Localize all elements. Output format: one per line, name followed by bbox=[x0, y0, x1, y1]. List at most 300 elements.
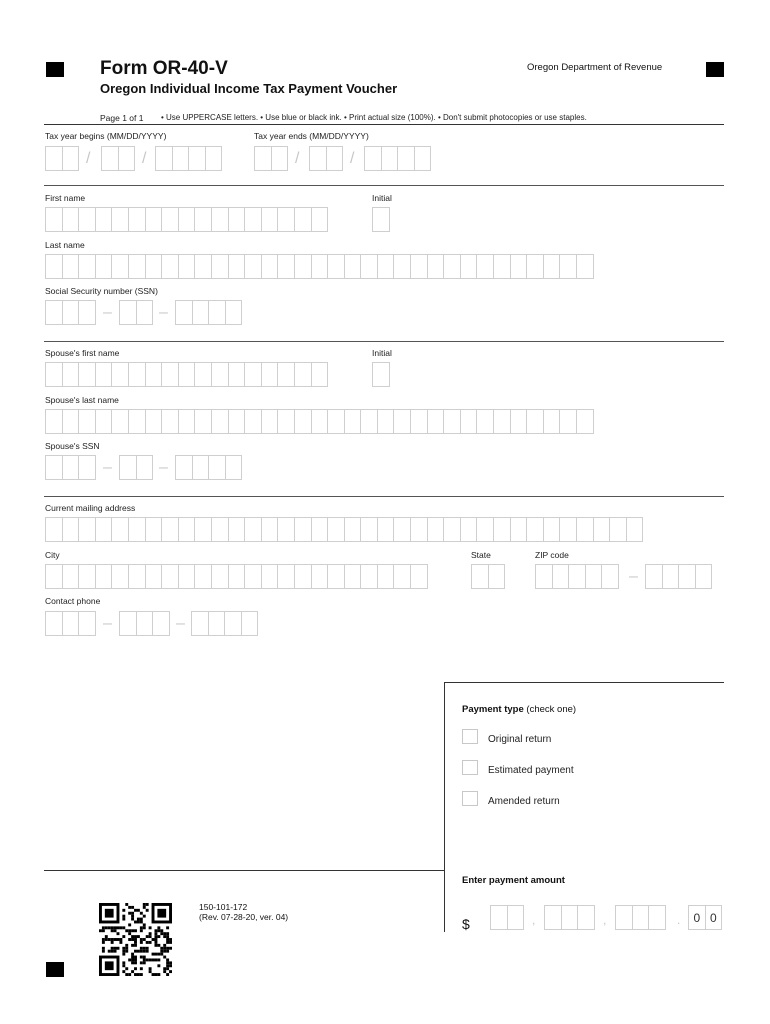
stub-divider bbox=[44, 870, 444, 871]
state-field[interactable] bbox=[471, 564, 504, 589]
character-cell[interactable] bbox=[211, 564, 229, 589]
city-label: City bbox=[45, 550, 60, 560]
phone-area-code[interactable] bbox=[45, 611, 95, 636]
character-cell[interactable] bbox=[526, 254, 544, 279]
registration-mark-bottom-left bbox=[46, 962, 64, 977]
character-cell[interactable] bbox=[45, 362, 63, 387]
character-cell[interactable] bbox=[427, 517, 445, 542]
character-cell[interactable] bbox=[45, 611, 63, 636]
character-cell[interactable] bbox=[225, 300, 243, 325]
amended-return-checkbox[interactable] bbox=[462, 791, 478, 806]
payment-type-hint: (check one) bbox=[526, 704, 577, 715]
character-cell[interactable] bbox=[45, 564, 63, 589]
character-cell[interactable] bbox=[443, 517, 461, 542]
spouse-first-name-label: Spouse's first name bbox=[45, 348, 120, 358]
character-cell[interactable] bbox=[695, 564, 713, 589]
character-cell[interactable] bbox=[559, 517, 577, 542]
character-cell[interactable] bbox=[194, 362, 212, 387]
character-cell[interactable] bbox=[78, 564, 96, 589]
character-cell[interactable] bbox=[615, 905, 633, 930]
character-cell[interactable] bbox=[244, 564, 262, 589]
spouse-initial-field[interactable] bbox=[372, 362, 389, 387]
character-cell[interactable] bbox=[161, 564, 179, 589]
character-cell[interactable] bbox=[45, 254, 63, 279]
character-cell[interactable] bbox=[460, 517, 478, 542]
zip-label: ZIP code bbox=[535, 550, 569, 560]
character-cell[interactable] bbox=[460, 254, 478, 279]
character-cell[interactable] bbox=[393, 254, 411, 279]
original-return-label: Original return bbox=[488, 734, 552, 745]
ssn-part-1[interactable] bbox=[45, 300, 95, 325]
character-cell[interactable] bbox=[344, 517, 362, 542]
amount-units-group[interactable] bbox=[615, 905, 665, 930]
character-cell[interactable] bbox=[410, 517, 428, 542]
character-cell[interactable] bbox=[228, 254, 246, 279]
character-cell[interactable] bbox=[311, 517, 329, 542]
currency-symbol: $ bbox=[462, 916, 470, 932]
character-cell[interactable] bbox=[381, 146, 399, 171]
character-cell[interactable] bbox=[191, 611, 209, 636]
character-cell[interactable] bbox=[244, 207, 262, 232]
character-cell[interactable] bbox=[543, 517, 561, 542]
character-cell[interactable] bbox=[178, 254, 196, 279]
character-cell[interactable] bbox=[95, 517, 113, 542]
character-cell[interactable] bbox=[161, 409, 179, 434]
ssn-part-2[interactable] bbox=[119, 300, 152, 325]
character-cell[interactable] bbox=[327, 409, 345, 434]
initial-label: Initial bbox=[372, 193, 392, 203]
character-cell[interactable] bbox=[626, 517, 644, 542]
character-cell[interactable] bbox=[211, 517, 229, 542]
character-cell[interactable] bbox=[294, 207, 312, 232]
character-cell[interactable] bbox=[326, 146, 344, 171]
character-cell[interactable] bbox=[360, 409, 378, 434]
character-cell[interactable] bbox=[277, 362, 295, 387]
date-slash: / bbox=[142, 150, 147, 167]
character-cell[interactable] bbox=[119, 300, 137, 325]
character-cell[interactable] bbox=[377, 564, 395, 589]
character-cell[interactable] bbox=[254, 146, 272, 171]
cents-digit-2: 0 bbox=[705, 905, 723, 930]
character-cell[interactable] bbox=[311, 254, 329, 279]
character-cell[interactable] bbox=[526, 517, 544, 542]
character-cell[interactable] bbox=[228, 517, 246, 542]
character-cell[interactable] bbox=[62, 146, 80, 171]
character-cell[interactable] bbox=[471, 564, 489, 589]
character-cell[interactable] bbox=[111, 207, 129, 232]
character-cell[interactable] bbox=[45, 207, 63, 232]
character-cell[interactable] bbox=[152, 611, 170, 636]
character-cell[interactable] bbox=[261, 362, 279, 387]
character-cell[interactable] bbox=[244, 409, 262, 434]
character-cell[interactable] bbox=[327, 564, 345, 589]
character-cell[interactable] bbox=[78, 611, 96, 636]
character-cell[interactable] bbox=[678, 564, 696, 589]
ssn-dash: – bbox=[159, 304, 168, 321]
character-cell[interactable] bbox=[78, 300, 96, 325]
character-cell[interactable] bbox=[271, 146, 289, 171]
character-cell[interactable] bbox=[178, 564, 196, 589]
character-cell[interactable] bbox=[344, 564, 362, 589]
phone-dash: – bbox=[103, 615, 112, 632]
character-cell[interactable] bbox=[118, 146, 136, 171]
character-cell[interactable] bbox=[188, 146, 206, 171]
character-cell[interactable] bbox=[294, 409, 312, 434]
character-cell[interactable] bbox=[360, 564, 378, 589]
character-cell[interactable] bbox=[561, 905, 579, 930]
cents-digit-1: 0 bbox=[688, 905, 706, 930]
character-cell[interactable] bbox=[128, 254, 146, 279]
character-cell[interactable] bbox=[95, 409, 113, 434]
character-cell[interactable] bbox=[397, 146, 415, 171]
section-divider bbox=[44, 185, 724, 186]
character-cell[interactable] bbox=[62, 611, 80, 636]
character-cell[interactable] bbox=[510, 254, 528, 279]
character-cell[interactable] bbox=[510, 409, 528, 434]
estimated-payment-label: Estimated payment bbox=[488, 765, 574, 776]
character-cell[interactable] bbox=[311, 564, 329, 589]
zip-dash: – bbox=[629, 568, 638, 585]
character-cell[interactable] bbox=[261, 517, 279, 542]
character-cell[interactable] bbox=[576, 517, 594, 542]
character-cell[interactable] bbox=[194, 207, 212, 232]
spouse-last-name-label: Spouse's last name bbox=[45, 395, 119, 405]
spouse-initial-label: Initial bbox=[372, 348, 392, 358]
character-cell[interactable] bbox=[178, 409, 196, 434]
amount-thousands-group-1[interactable] bbox=[490, 905, 523, 930]
initial-field[interactable] bbox=[372, 207, 389, 232]
first-name-label: First name bbox=[45, 193, 86, 203]
tax-year-ends-month[interactable] bbox=[254, 146, 287, 171]
spouse-last-name-field[interactable] bbox=[45, 409, 593, 434]
character-cell[interactable] bbox=[145, 207, 163, 232]
phone-dash: – bbox=[176, 615, 185, 632]
character-cell[interactable] bbox=[360, 517, 378, 542]
tax-year-begins-year[interactable] bbox=[155, 146, 221, 171]
zip-part-1[interactable] bbox=[535, 564, 618, 589]
character-cell[interactable] bbox=[393, 564, 411, 589]
character-cell[interactable] bbox=[194, 564, 212, 589]
character-cell[interactable] bbox=[609, 517, 627, 542]
character-cell[interactable] bbox=[145, 564, 163, 589]
character-cell[interactable] bbox=[244, 517, 262, 542]
payment-amount-heading: Enter payment amount bbox=[462, 875, 565, 886]
character-cell[interactable] bbox=[78, 254, 96, 279]
amount-thousands-group-2[interactable] bbox=[544, 905, 594, 930]
character-cell[interactable] bbox=[277, 207, 295, 232]
character-cell[interactable] bbox=[128, 362, 146, 387]
character-cell[interactable] bbox=[78, 409, 96, 434]
spouse-ssn-part-3[interactable] bbox=[175, 455, 241, 480]
character-cell[interactable] bbox=[377, 517, 395, 542]
estimated-payment-checkbox[interactable] bbox=[462, 760, 478, 775]
character-cell[interactable] bbox=[178, 517, 196, 542]
amount-cents[interactable] bbox=[688, 905, 721, 930]
character-cell[interactable] bbox=[490, 905, 508, 930]
character-cell[interactable] bbox=[62, 564, 80, 589]
character-cell[interactable] bbox=[476, 409, 494, 434]
section-divider bbox=[44, 496, 724, 497]
character-cell[interactable] bbox=[45, 455, 63, 480]
character-cell[interactable] bbox=[78, 362, 96, 387]
character-cell[interactable] bbox=[476, 254, 494, 279]
character-cell[interactable] bbox=[45, 146, 63, 171]
character-cell[interactable] bbox=[410, 254, 428, 279]
character-cell[interactable] bbox=[543, 409, 561, 434]
character-cell[interactable] bbox=[309, 146, 327, 171]
character-cell[interactable] bbox=[510, 517, 528, 542]
character-cell[interactable] bbox=[62, 517, 80, 542]
character-cell[interactable] bbox=[277, 564, 295, 589]
character-cell[interactable] bbox=[45, 300, 63, 325]
character-cell[interactable] bbox=[507, 905, 525, 930]
character-cell[interactable] bbox=[78, 207, 96, 232]
character-cell[interactable] bbox=[194, 409, 212, 434]
character-cell[interactable] bbox=[62, 455, 80, 480]
character-cell[interactable] bbox=[128, 564, 146, 589]
spouse-ssn-part-1[interactable] bbox=[45, 455, 95, 480]
character-cell[interactable] bbox=[128, 517, 146, 542]
character-cell[interactable] bbox=[493, 409, 511, 434]
character-cell[interactable] bbox=[145, 517, 163, 542]
character-cell[interactable] bbox=[175, 300, 193, 325]
character-cell[interactable] bbox=[111, 362, 129, 387]
character-cell[interactable] bbox=[645, 564, 663, 589]
character-cell[interactable] bbox=[311, 409, 329, 434]
tax-year-ends-year[interactable] bbox=[364, 146, 430, 171]
payment-panel-border-left bbox=[444, 682, 445, 932]
character-cell[interactable] bbox=[327, 254, 345, 279]
character-cell[interactable] bbox=[488, 564, 506, 589]
character-cell[interactable] bbox=[95, 564, 113, 589]
character-cell[interactable] bbox=[544, 905, 562, 930]
spouse-ssn-label: Spouse's SSN bbox=[45, 441, 100, 451]
character-cell[interactable] bbox=[211, 362, 229, 387]
character-cell[interactable] bbox=[526, 409, 544, 434]
character-cell[interactable] bbox=[585, 564, 603, 589]
amount-comma: , bbox=[532, 913, 536, 927]
character-cell[interactable] bbox=[294, 362, 312, 387]
character-cell[interactable] bbox=[95, 207, 113, 232]
character-cell[interactable] bbox=[360, 254, 378, 279]
character-cell[interactable] bbox=[119, 611, 137, 636]
character-cell[interactable] bbox=[414, 146, 432, 171]
character-cell[interactable] bbox=[119, 455, 137, 480]
character-cell[interactable] bbox=[95, 254, 113, 279]
last-name-field[interactable] bbox=[45, 254, 593, 279]
character-cell[interactable] bbox=[228, 362, 246, 387]
character-cell[interactable] bbox=[111, 254, 129, 279]
character-cell[interactable] bbox=[460, 409, 478, 434]
ssn-part-3[interactable] bbox=[175, 300, 241, 325]
character-cell[interactable] bbox=[111, 409, 129, 434]
character-cell[interactable] bbox=[175, 455, 193, 480]
character-cell[interactable] bbox=[568, 564, 586, 589]
character-cell[interactable] bbox=[443, 254, 461, 279]
character-cell[interactable] bbox=[244, 362, 262, 387]
character-cell[interactable] bbox=[155, 146, 173, 171]
character-cell[interactable] bbox=[576, 409, 594, 434]
character-cell[interactable] bbox=[211, 207, 229, 232]
amount-comma: , bbox=[603, 913, 607, 927]
character-cell[interactable] bbox=[78, 455, 96, 480]
character-cell[interactable] bbox=[632, 905, 650, 930]
character-cell[interactable] bbox=[535, 564, 553, 589]
character-cell[interactable] bbox=[493, 517, 511, 542]
tax-year-ends-day[interactable] bbox=[309, 146, 342, 171]
character-cell[interactable] bbox=[311, 207, 329, 232]
character-cell[interactable] bbox=[393, 517, 411, 542]
character-cell[interactable] bbox=[410, 564, 428, 589]
character-cell[interactable] bbox=[427, 254, 445, 279]
character-cell[interactable] bbox=[261, 254, 279, 279]
character-cell[interactable] bbox=[136, 611, 154, 636]
character-cell[interactable] bbox=[128, 409, 146, 434]
character-cell[interactable] bbox=[294, 254, 312, 279]
date-slash: / bbox=[350, 150, 355, 167]
character-cell[interactable] bbox=[443, 409, 461, 434]
character-cell[interactable] bbox=[372, 207, 390, 232]
character-cell[interactable] bbox=[145, 409, 163, 434]
character-cell[interactable] bbox=[145, 254, 163, 279]
character-cell[interactable] bbox=[62, 207, 80, 232]
character-cell[interactable] bbox=[277, 254, 295, 279]
instructions-text: • Use UPPERCASE letters. • Use blue or black ink. • Print actual size (100%). • Don't submit photocopies or use staples. bbox=[161, 113, 587, 122]
zip-part-2[interactable] bbox=[645, 564, 711, 589]
tax-year-begins-day[interactable] bbox=[101, 146, 134, 171]
character-cell[interactable] bbox=[178, 207, 196, 232]
character-cell[interactable] bbox=[427, 409, 445, 434]
character-cell[interactable] bbox=[62, 362, 80, 387]
section-divider bbox=[44, 341, 724, 342]
character-cell[interactable] bbox=[194, 254, 212, 279]
character-cell[interactable] bbox=[211, 254, 229, 279]
character-cell[interactable] bbox=[161, 207, 179, 232]
character-cell[interactable] bbox=[172, 146, 190, 171]
character-cell[interactable] bbox=[576, 254, 594, 279]
character-cell[interactable] bbox=[136, 455, 154, 480]
character-cell[interactable] bbox=[559, 254, 577, 279]
ssn-dash: – bbox=[103, 304, 112, 321]
character-cell[interactable] bbox=[372, 362, 390, 387]
registration-mark-top-left bbox=[46, 62, 64, 77]
character-cell[interactable] bbox=[161, 362, 179, 387]
character-cell[interactable] bbox=[161, 254, 179, 279]
character-cell[interactable] bbox=[543, 254, 561, 279]
mailing-address-label: Current mailing address bbox=[45, 503, 136, 513]
character-cell[interactable] bbox=[241, 611, 259, 636]
character-cell[interactable] bbox=[205, 146, 223, 171]
character-cell[interactable] bbox=[277, 409, 295, 434]
character-cell[interactable] bbox=[648, 905, 666, 930]
character-cell[interactable] bbox=[208, 455, 226, 480]
character-cell[interactable] bbox=[294, 564, 312, 589]
character-cell[interactable] bbox=[662, 564, 680, 589]
character-cell[interactable] bbox=[593, 517, 611, 542]
character-cell[interactable] bbox=[194, 517, 212, 542]
character-cell[interactable] bbox=[393, 409, 411, 434]
phone-line-number[interactable] bbox=[191, 611, 257, 636]
character-cell[interactable] bbox=[111, 517, 129, 542]
character-cell[interactable] bbox=[225, 455, 243, 480]
character-cell[interactable] bbox=[493, 254, 511, 279]
character-cell[interactable] bbox=[344, 409, 362, 434]
first-name-field[interactable] bbox=[45, 207, 327, 232]
character-cell[interactable] bbox=[228, 207, 246, 232]
character-cell[interactable] bbox=[211, 409, 229, 434]
character-cell[interactable] bbox=[161, 517, 179, 542]
character-cell[interactable] bbox=[410, 409, 428, 434]
character-cell[interactable] bbox=[261, 409, 279, 434]
character-cell[interactable] bbox=[128, 207, 146, 232]
state-label: State bbox=[471, 550, 491, 560]
character-cell[interactable] bbox=[145, 362, 163, 387]
ssn-dash: – bbox=[159, 459, 168, 476]
character-cell[interactable] bbox=[244, 254, 262, 279]
character-cell[interactable] bbox=[294, 517, 312, 542]
character-cell[interactable] bbox=[178, 362, 196, 387]
tax-year-ends-label: Tax year ends (MM/DD/YYYY) bbox=[254, 131, 369, 141]
character-cell[interactable] bbox=[277, 517, 295, 542]
character-cell[interactable] bbox=[476, 517, 494, 542]
date-slash: / bbox=[295, 150, 300, 167]
character-cell[interactable] bbox=[261, 207, 279, 232]
last-name-label: Last name bbox=[45, 240, 85, 250]
character-cell[interactable] bbox=[377, 254, 395, 279]
character-cell[interactable] bbox=[95, 362, 113, 387]
character-cell[interactable] bbox=[62, 300, 80, 325]
character-cell[interactable] bbox=[364, 146, 382, 171]
original-return-checkbox[interactable] bbox=[462, 729, 478, 744]
character-cell[interactable] bbox=[62, 254, 80, 279]
revision-note: (Rev. 07-28-20, ver. 04) bbox=[199, 912, 289, 922]
spouse-ssn-part-2[interactable] bbox=[119, 455, 152, 480]
character-cell[interactable] bbox=[208, 611, 226, 636]
spouse-first-name-field[interactable] bbox=[45, 362, 327, 387]
character-cell[interactable] bbox=[228, 409, 246, 434]
character-cell[interactable] bbox=[577, 905, 595, 930]
character-cell[interactable] bbox=[344, 254, 362, 279]
mailing-address-field[interactable] bbox=[45, 517, 642, 542]
character-cell[interactable] bbox=[601, 564, 619, 589]
payment-type-heading bbox=[462, 704, 576, 715]
city-field[interactable] bbox=[45, 564, 427, 589]
character-cell[interactable] bbox=[78, 517, 96, 542]
character-cell[interactable] bbox=[327, 517, 345, 542]
character-cell[interactable] bbox=[136, 300, 154, 325]
character-cell[interactable] bbox=[111, 564, 129, 589]
character-cell[interactable] bbox=[101, 146, 119, 171]
character-cell[interactable] bbox=[552, 564, 570, 589]
character-cell[interactable] bbox=[377, 409, 395, 434]
phone-prefix[interactable] bbox=[119, 611, 169, 636]
character-cell[interactable] bbox=[62, 409, 80, 434]
tax-year-begins-month[interactable] bbox=[45, 146, 78, 171]
character-cell[interactable] bbox=[208, 300, 226, 325]
character-cell[interactable] bbox=[224, 611, 242, 636]
character-cell[interactable] bbox=[45, 409, 63, 434]
character-cell[interactable] bbox=[228, 564, 246, 589]
qr-code bbox=[99, 903, 172, 976]
character-cell[interactable] bbox=[192, 300, 210, 325]
character-cell[interactable] bbox=[559, 409, 577, 434]
character-cell[interactable] bbox=[311, 362, 329, 387]
character-cell[interactable] bbox=[192, 455, 210, 480]
form-subtitle: Oregon Individual Income Tax Payment Voucher bbox=[100, 81, 398, 96]
character-cell[interactable] bbox=[45, 517, 63, 542]
character-cell[interactable] bbox=[261, 564, 279, 589]
header-divider bbox=[44, 124, 724, 125]
